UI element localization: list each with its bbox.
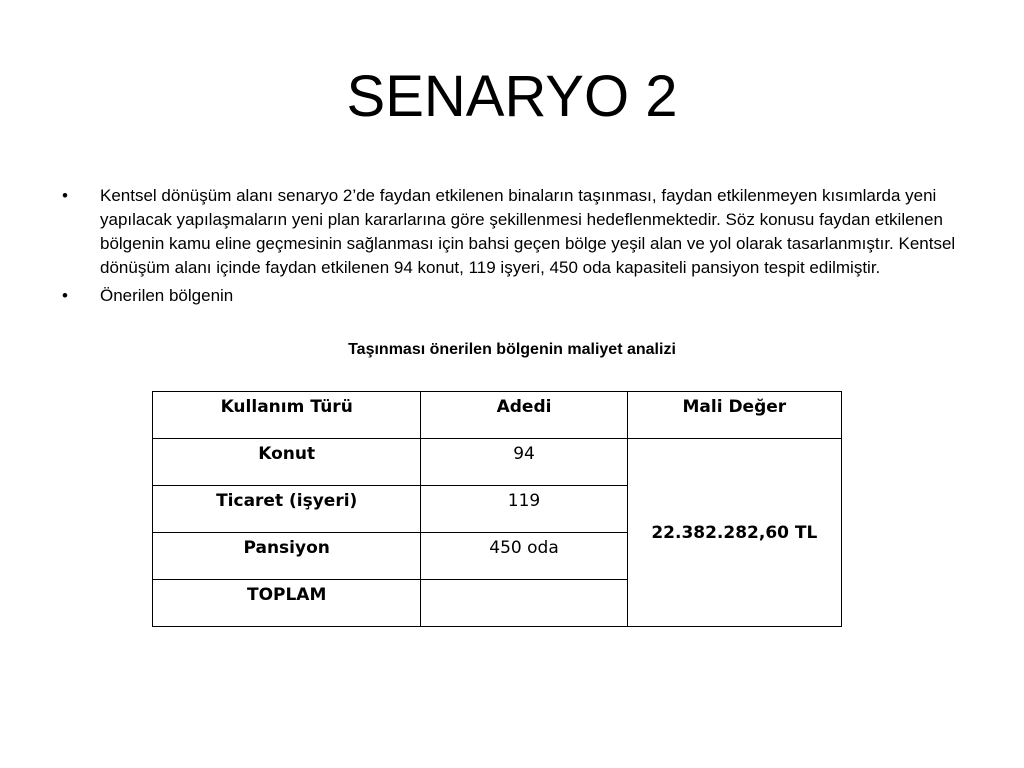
bullet-marker: • bbox=[62, 286, 68, 305]
usage-type-cell: Konut bbox=[153, 439, 421, 486]
bullet-list bbox=[62, 184, 962, 312]
count-cell: 119 bbox=[421, 486, 627, 533]
count-cell: 450 oda bbox=[421, 533, 627, 580]
bullet-marker: • bbox=[62, 186, 68, 205]
usage-type-cell: TOPLAM bbox=[153, 580, 421, 627]
header-count: Adedi bbox=[421, 392, 627, 439]
bullet-item bbox=[62, 184, 962, 280]
usage-type-cell: Ticaret (işyeri) bbox=[153, 486, 421, 533]
count-cell bbox=[421, 580, 627, 627]
usage-type-cell: Pansiyon bbox=[153, 533, 421, 580]
total-value-cell: 22.382.282,60 TL bbox=[627, 439, 841, 627]
table-header-row bbox=[153, 392, 842, 439]
table-caption: Taşınması önerilen bölgenin maliyet analizi bbox=[348, 341, 676, 358]
cost-analysis-table bbox=[152, 391, 842, 627]
bullet-text: Kentsel dönüşüm alanı senaryo 2’de faydan etkilenen binaların taşınması, faydan etkilenmeyen kısımlarda yeni yapılacak yapılaşmaların yeni plan kararlarına göre şekillenmesi hedeflenmektedir. Söz konusu faydan etkilenen bölgenin kamu eline geçmesinin sağlanması için bahsi geçen bölge yeşil alan ve yol olarak tasarlanmıştır. Kentsel dönüşüm alanı içinde faydan etkilenen 94 konut, 119 işyeri, 450 oda kapasiteli pansiyon tespit edilmiştir. bbox=[100, 186, 956, 277]
table-row bbox=[153, 439, 842, 486]
header-financial-value: Mali Değer bbox=[627, 392, 841, 439]
bullet-text: Önerilen bölgenin bbox=[100, 286, 234, 305]
header-usage-type: Kullanım Türü bbox=[153, 392, 421, 439]
slide-title: SENARYO 2 bbox=[346, 64, 678, 129]
bullet-item bbox=[62, 284, 962, 308]
count-cell: 94 bbox=[421, 439, 627, 486]
